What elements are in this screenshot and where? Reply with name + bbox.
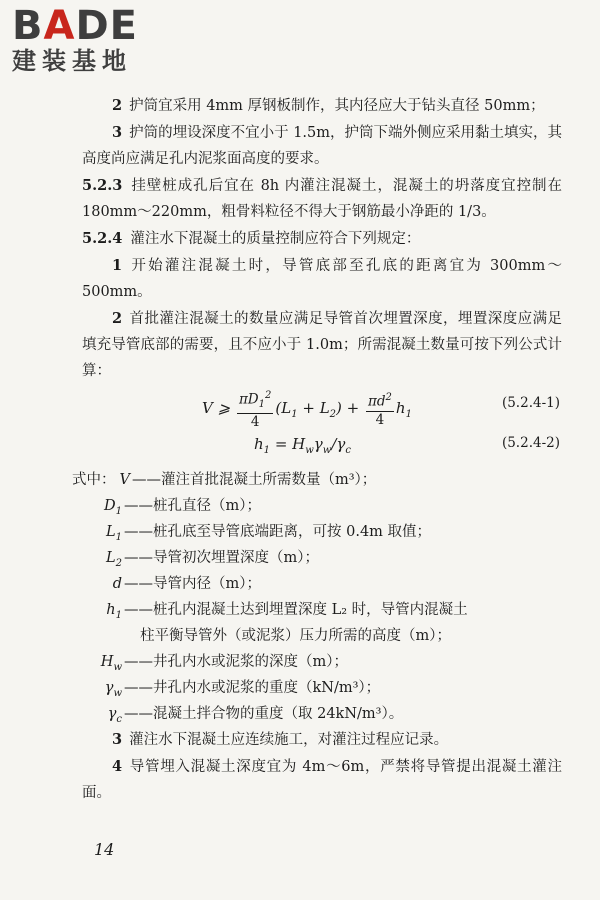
logo-subtitle: 建装基地 (12, 47, 132, 75)
page-number: 14 (94, 840, 115, 859)
clause-5-2-4: 5.2.4 灌注水下混凝土的质量控制应符合下列规定： (82, 230, 421, 247)
def-h1: $h_1$ ——桩孔内混凝土达到埋置深度 L₂ 时，导管内混凝土 (106, 602, 468, 621)
def-d: d ——导管内径（m）； (112, 576, 261, 592)
sub-item-4: 4 导管埋入混凝土深度宜为 4m～6m，严禁将导管提出混凝土灌注面。 (82, 758, 562, 801)
def-gamma-w: $\gamma_w$ ——井孔内水或泥浆的重度（kN/m³）； (104, 680, 381, 699)
logo-wordmark: BADE (12, 3, 138, 49)
sub-item-1: 1 开始灌注混凝土时，导管底部至孔底的距离宜为 300mm～500mm。 (82, 257, 562, 300)
item-2: 2 护筒宜采用 4mm 厚钢板制作，其内径应大于钻头直径 50mm； (112, 97, 545, 114)
def-v: 式中： V ——灌注首批混凝土所需数量（m³）； (72, 472, 377, 488)
page-body (72, 93, 563, 807)
formula-2: $h_1 = H_w\gamma_w/\gamma_c$ (5.2.4-2) (254, 435, 560, 456)
def-hw: $H_w$ ——井孔内水或泥浆的深度（m）； (100, 654, 348, 673)
formula-2-label: (5.2.4-2) (501, 435, 560, 451)
sub-item-2: 2 首批灌注混凝土的数量应满足导管首次埋置深度，埋置深度应满足填充导管底部的需要，且不应小于 1.0m；所需混凝土数量可按下列公式计算： (82, 310, 562, 379)
item-3: 3 护筒的埋设深度不宜小于 1.5m，护筒下端外侧应采用黏土填实，其高度尚应满足孔内泥浆面高度的要求。 (82, 124, 563, 167)
symbol-definitions (72, 467, 562, 727)
formula-1-label: (5.2.4-1) (501, 395, 560, 411)
clause-5-2-3: 5.2.3 挂壁桩成孔后宜在 8h 内灌注混凝土，混凝土的坍落度宜控制在 180mm～220mm，粗骨料粒径不得大于钢筋最小净距的 1/3。 (82, 177, 562, 220)
def-l2: $L_2$ ——导管初次埋置深度（m）； (105, 550, 319, 569)
def-d1: $D_1$ ——桩孔直径（m）； (103, 498, 261, 517)
brand-logo (12, 4, 138, 76)
def-h1-cont: 柱平衡导管外（或泥浆）压力所需的高度（m）； (140, 628, 451, 644)
formula-1: V ⩾ $\frac{\pi D_1^2}{4}$ $(L_1 + L_2)$ + $\frac{\pi d^2}{4}$ $h_1$ (5.2.4-1) (82, 385, 562, 431)
def-l1: $L_1$ ——桩孔底至导管底端距离，可按 0.4m 取值； (105, 524, 432, 543)
def-gamma-c: $\gamma_c$ ——混凝土拌合物的重度（取 24kN/m³）。 (107, 706, 404, 725)
sub-item-3: 3 灌注水下混凝土应连续施工，对灌注过程应记录。 (112, 731, 449, 748)
